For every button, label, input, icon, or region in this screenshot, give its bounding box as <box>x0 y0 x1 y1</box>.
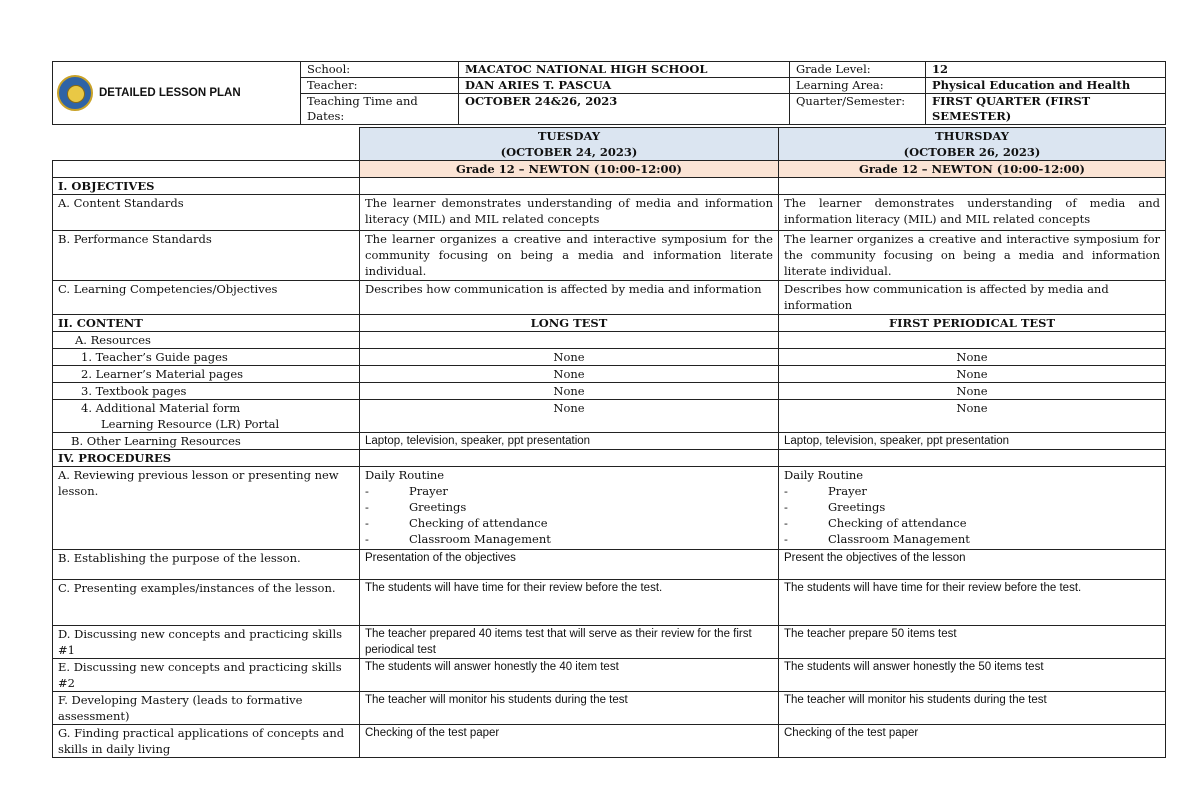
presenting-examples-thursday: The students will have time for their review before the test. <box>779 580 1166 626</box>
establishing-purpose-tuesday: Presentation of the objectives <box>360 550 779 580</box>
presenting-examples-label: C. Presenting examples/instances of the lesson. <box>53 580 360 626</box>
procedures-heading: IV. PROCEDURES <box>53 450 360 467</box>
school-label: School: <box>301 62 459 78</box>
practical-applications-tuesday: Checking of the test paper <box>360 725 779 758</box>
developing-mastery-thursday: The teacher will monitor his students during the test <box>779 692 1166 725</box>
performance-standards-thursday: The learner organizes a creative and interactive symposium for the community focusing on being a media and information literate individual. <box>779 231 1166 281</box>
header-logo-cell <box>53 62 301 125</box>
quarter-label: Quarter/Semester: <box>790 94 926 125</box>
competencies-label: C. Learning Competencies/Objectives <box>53 281 360 315</box>
routine-item: - Checking of attendance <box>365 516 548 530</box>
resources-heading: A. Resources <box>53 332 360 349</box>
practical-applications-label: G. Finding practical applications of concepts and skills in daily living <box>53 725 360 758</box>
discussing-skills-2-label: E. Discussing new concepts and practicing skills #2 <box>53 659 360 692</box>
teachers-guide-thursday: None <box>779 349 1166 366</box>
learning-area-value: Physical Education and Health <box>926 78 1166 94</box>
additional-material-thursday: None <box>779 400 1166 433</box>
presenting-examples-tuesday: The students will have time for their review before the test. <box>360 580 779 626</box>
routine-item: - Classroom Management <box>365 532 551 546</box>
other-resources-label: B. Other Learning Resources <box>53 433 360 450</box>
daily-routine-tuesday: Daily Routine - Prayer - Greetings - Checking of attendance - Classroom Management <box>360 467 779 550</box>
day-header-tuesday: TUESDAY (OCTOBER 24, 2023) <box>360 128 779 161</box>
objectives-heading: I. OBJECTIVES <box>53 178 360 195</box>
content-tuesday: LONG TEST <box>360 315 779 332</box>
teachers-guide-tuesday: None <box>360 349 779 366</box>
grade-section-tuesday: Grade 12 – NEWTON (10:00-12:00) <box>360 161 779 178</box>
grade-level-label: Grade Level: <box>790 62 926 78</box>
teaching-time-label: Teaching Time and Dates: <box>301 94 459 125</box>
learners-material-tuesday: None <box>360 366 779 383</box>
learning-area-label: Learning Area: <box>790 78 926 94</box>
school-seal-icon <box>57 75 93 111</box>
discussing-skills-1-thursday: The teacher prepare 50 items test <box>779 626 1166 659</box>
routine-item: - Greetings <box>784 500 886 514</box>
content-standards-thursday: The learner demonstrates understanding of media and information literacy (MIL) and MIL related concepts <box>779 195 1166 231</box>
teachers-guide-label: 1. Teacher’s Guide pages <box>53 349 360 366</box>
content-standards-tuesday: The learner demonstrates understanding of media and information literacy (MIL) and MIL related concepts <box>360 195 779 231</box>
developing-mastery-tuesday: The teacher will monitor his students during the test <box>360 692 779 725</box>
textbook-pages-thursday: None <box>779 383 1166 400</box>
discussing-skills-2-thursday: The students will answer honestly the 50 items test <box>779 659 1166 692</box>
header-table <box>52 61 1166 125</box>
performance-standards-label: B. Performance Standards <box>53 231 360 281</box>
textbook-pages-label: 3. Textbook pages <box>53 383 360 400</box>
teaching-time-value: OCTOBER 24&26, 2023 <box>459 94 790 125</box>
establishing-purpose-thursday: Present the objectives of the lesson <box>779 550 1166 580</box>
grade-level-value: 12 <box>926 62 1166 78</box>
other-resources-tuesday: Laptop, television, speaker, ppt presentation <box>360 433 779 450</box>
competencies-tuesday: Describes how communication is affected by media and information <box>360 281 779 315</box>
daily-routine-thursday: Daily Routine - Prayer - Greetings - Checking of attendance - Classroom Management <box>779 467 1166 550</box>
teacher-value: DAN ARIES T. PASCUA <box>459 78 790 94</box>
performance-standards-tuesday: The learner organizes a creative and interactive symposium for the community focusing on being a media and information literate individual. <box>360 231 779 281</box>
textbook-pages-tuesday: None <box>360 383 779 400</box>
establishing-purpose-label: B. Establishing the purpose of the lesson. <box>53 550 360 580</box>
routine-item: - Greetings <box>365 500 467 514</box>
reviewing-lesson-label: A. Reviewing previous lesson or presenting new lesson. <box>53 467 360 550</box>
content-standards-label: A. Content Standards <box>53 195 360 231</box>
document-title: DETAILED LESSON PLAN <box>99 86 241 99</box>
content-heading: II. CONTENT <box>53 315 360 332</box>
routine-item: - Checking of attendance <box>784 516 967 530</box>
additional-material-tuesday: None <box>360 400 779 433</box>
day-header-thursday: THURSDAY (OCTOBER 26, 2023) <box>779 128 1166 161</box>
quarter-value: FIRST QUARTER (FIRST SEMESTER) <box>926 94 1166 125</box>
competencies-thursday: Describes how communication is affected by media and information <box>779 281 1166 315</box>
content-thursday: FIRST PERIODICAL TEST <box>779 315 1166 332</box>
routine-item: - Classroom Management <box>784 532 970 546</box>
discussing-skills-1-tuesday: The teacher prepared 40 items test that will serve as their review for the first periodical test <box>360 626 779 659</box>
developing-mastery-label: F. Developing Mastery (leads to formative assessment) <box>53 692 360 725</box>
additional-material-label: 4. Additional Material form Learning Resource (LR) Portal <box>53 400 360 433</box>
discussing-skills-2-tuesday: The students will answer honestly the 40 item test <box>360 659 779 692</box>
learners-material-thursday: None <box>779 366 1166 383</box>
other-resources-thursday: Laptop, television, speaker, ppt presentation <box>779 433 1166 450</box>
routine-item: - Prayer <box>365 484 448 498</box>
lesson-table <box>52 127 1166 758</box>
grade-section-thursday: Grade 12 – NEWTON (10:00-12:00) <box>779 161 1166 178</box>
learners-material-label: 2. Learner’s Material pages <box>53 366 360 383</box>
discussing-skills-1-label: D. Discussing new concepts and practicing skills #1 <box>53 626 360 659</box>
practical-applications-thursday: Checking of the test paper <box>779 725 1166 758</box>
school-value: MACATOC NATIONAL HIGH SCHOOL <box>459 62 790 78</box>
routine-item: - Prayer <box>784 484 867 498</box>
teacher-label: Teacher: <box>301 78 459 94</box>
